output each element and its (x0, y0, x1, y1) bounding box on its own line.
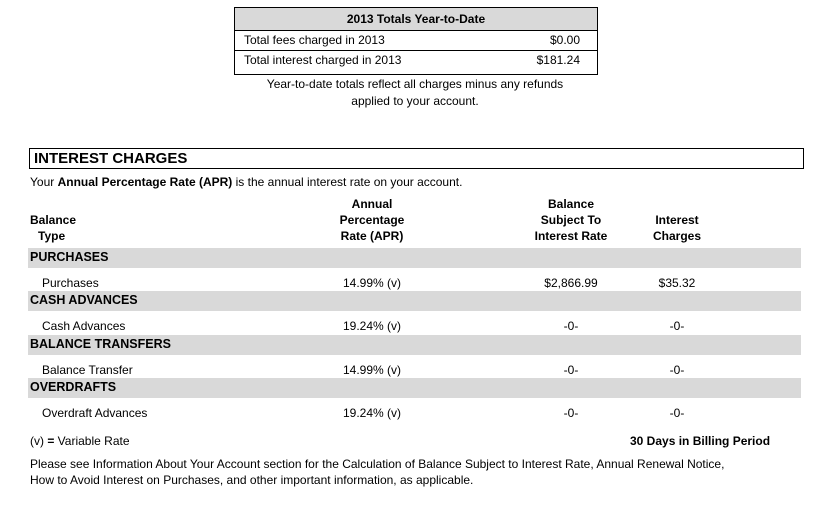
variable-rate-legend (30, 434, 130, 448)
col-header-subject-line: Interest Rate (534, 229, 608, 243)
section-band-cash-advances (28, 291, 801, 311)
col-header-apr-line: Annual (351, 197, 393, 211)
col-header-apr-line: Percentage (339, 213, 405, 227)
row-type-cash-advances: Cash Advances (42, 319, 126, 333)
billing-period-days: 30 Days in Billing Period (630, 434, 771, 448)
row-charges-purchases: $35.32 (658, 276, 696, 290)
variable-rate-legend-post: Variable Rate (54, 434, 130, 448)
row-subject-purchases: $2,866.99 (544, 276, 598, 290)
col-header-balance-type-line: Type (38, 229, 66, 243)
row-charges-balance-transfer: -0- (669, 363, 685, 377)
row-type-balance-transfer: Balance Transfer (42, 363, 133, 377)
apr-intro-post: is the annual interest rate on your account. (232, 175, 463, 189)
ytd-totals-note (234, 76, 596, 110)
section-name: BALANCE TRANSFERS (30, 337, 171, 351)
interest-info-note-line-1: Please see Information About Your Account section for the Calculation of Balance Subject to Interest Rate, Annual Renewal Notice, (30, 457, 725, 471)
ytd-fees-label: Total fees charged in 2013 (244, 33, 385, 47)
ytd-note-line-1: Year-to-date totals reflect all charges minus any refunds (266, 77, 564, 91)
ytd-note-line-2: applied to your account. (351, 94, 479, 108)
col-header-subject-line: Balance (547, 197, 595, 211)
section-name: CASH ADVANCES (30, 293, 138, 307)
col-header-charges-line: Interest (655, 213, 699, 227)
interest-info-note-line-2: How to Avoid Interest on Purchases, and other important information, as applicable. (30, 473, 474, 487)
apr-intro-bold: Annual Percentage Rate (APR) (57, 175, 233, 189)
ytd-totals-box (234, 7, 598, 75)
apr-intro (30, 175, 462, 189)
col-header-apr-line: Rate (APR) (340, 229, 404, 243)
section-band-overdrafts (28, 378, 801, 398)
interest-charges-title: INTEREST CHARGES (29, 148, 804, 169)
row-type-purchases: Purchases (42, 276, 99, 290)
ytd-totals-title: 2013 Totals Year-to-Date (235, 8, 597, 31)
section-name: PURCHASES (30, 250, 109, 264)
col-header-balance-type (30, 212, 76, 244)
row-charges-cash-advances: -0- (669, 319, 685, 333)
row-apr-balance-transfer: 14.99% (v) (342, 363, 402, 377)
ytd-interest-row (235, 50, 597, 70)
row-type-overdraft: Overdraft Advances (42, 406, 148, 420)
section-band-purchases (28, 248, 801, 268)
ytd-fees-row (235, 31, 597, 50)
row-subject-balance-transfer: -0- (563, 363, 579, 377)
row-apr-overdraft: 19.24% (v) (342, 406, 402, 420)
col-header-balance-type-line: Balance (30, 213, 77, 227)
apr-intro-pre: Your (30, 175, 58, 189)
ytd-fees-value: $0.00 (549, 33, 580, 47)
variable-rate-legend-pre: (v) (30, 434, 48, 448)
ytd-interest-value: $181.24 (536, 53, 580, 67)
col-header-subject (521, 196, 621, 244)
row-subject-cash-advances: -0- (563, 319, 579, 333)
row-apr-cash-advances: 19.24% (v) (342, 319, 402, 333)
col-header-charges (637, 212, 717, 244)
row-apr-purchases: 14.99% (v) (342, 276, 402, 290)
interest-info-note (30, 456, 800, 488)
section-band-balance-transfers (28, 335, 801, 355)
variable-rate-legend-equals: = (47, 434, 55, 448)
row-subject-overdraft: -0- (563, 406, 579, 420)
section-name: OVERDRAFTS (30, 380, 117, 394)
col-header-charges-line: Charges (652, 229, 702, 243)
col-header-apr (322, 196, 422, 244)
ytd-interest-label: Total interest charged in 2013 (244, 53, 402, 67)
row-charges-overdraft: -0- (669, 406, 685, 420)
col-header-subject-line: Subject To (540, 213, 602, 227)
